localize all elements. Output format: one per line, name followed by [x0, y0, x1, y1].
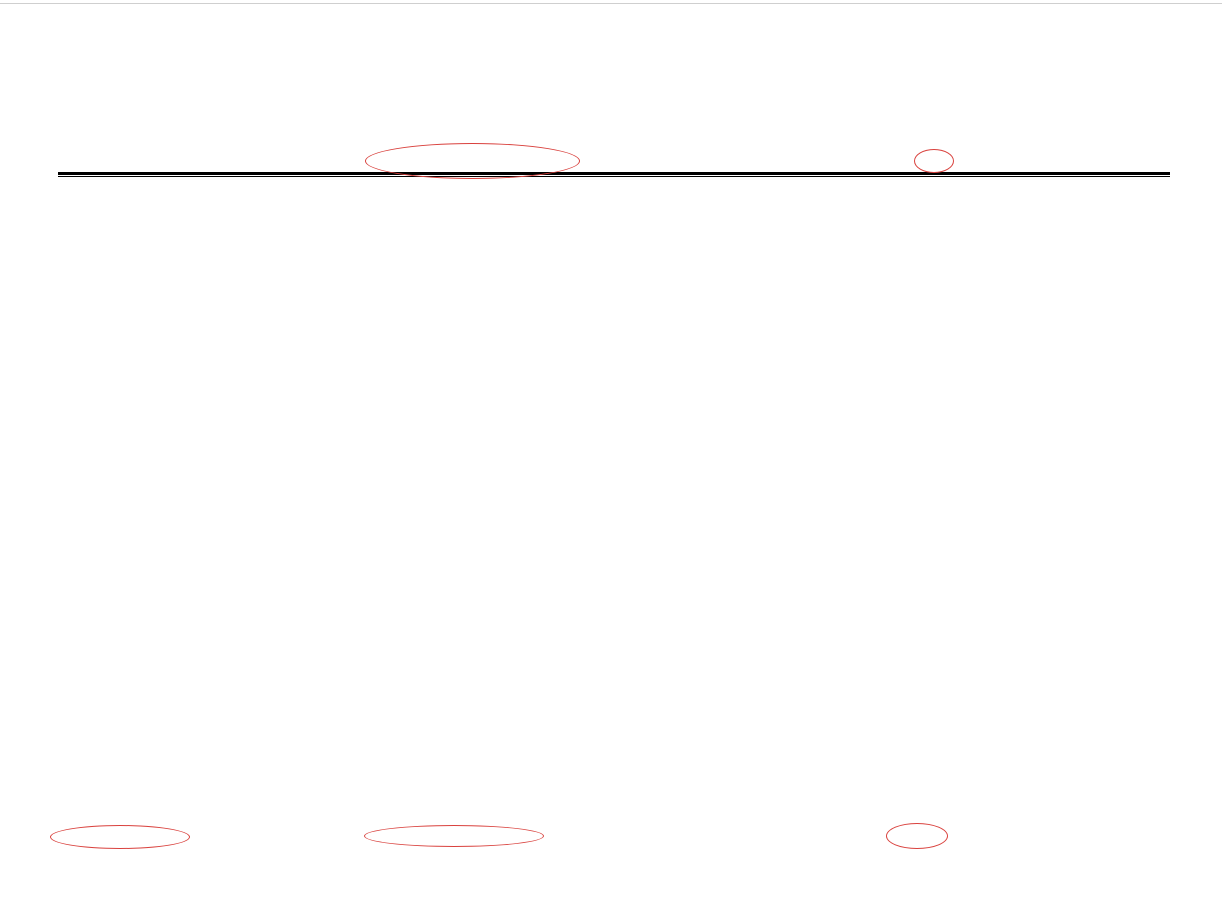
- annotation-oval-china-b-values: [364, 825, 544, 847]
- annotation-oval-f-column: [914, 149, 954, 173]
- watermark-text: [972, 843, 1204, 887]
- top-border-line: [0, 3, 1222, 4]
- annotation-oval-china-f-value: [886, 823, 948, 849]
- header-rule-thin: [58, 176, 1170, 177]
- annotation-oval-china-name: [50, 825, 190, 849]
- header-rule-thick: [58, 172, 1170, 175]
